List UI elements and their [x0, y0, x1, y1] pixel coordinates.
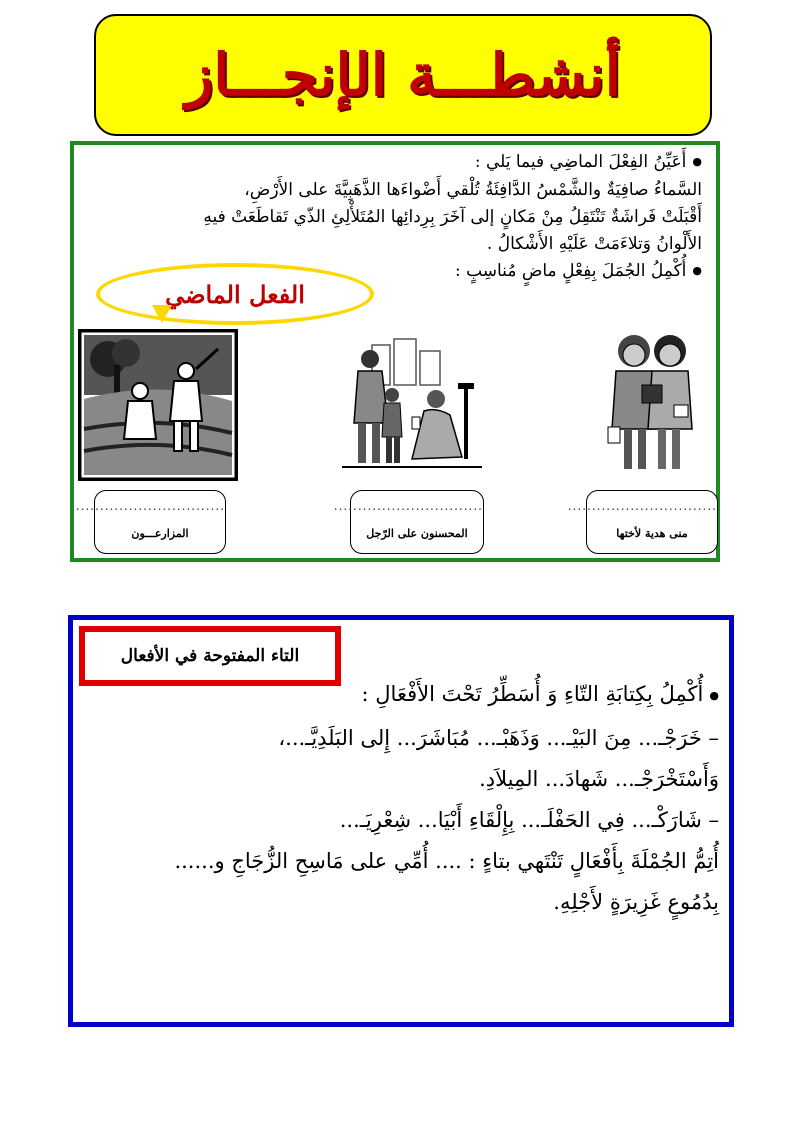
- passage-line: الأَلْوانُ وَتلاءَمَتْ عَلَيْهِ الأَشْكالُ .: [486, 234, 702, 254]
- speech-bubble: [96, 263, 374, 325]
- answer-label: منى هدية لأختها: [616, 527, 688, 540]
- past-verb-section: [70, 141, 720, 562]
- instruction-line: ● أَعَيِّنُ الفِعْلَ الماضِي فيما يَلي :: [62, 149, 702, 177]
- answer-dots: ...............................: [333, 499, 483, 513]
- answer-label: المزارعـــون: [131, 527, 189, 540]
- exercise-line: بِدُمُوعٍ غَزِيرَةٍ لأَجْلِهِ.: [553, 890, 719, 914]
- charity-picture: [332, 337, 492, 477]
- passage-line: السَّماءُ صافِيَةٌ والشَّمْسُ الدَّافِئَةُ تُلْقي أَضْواءَها الذَّهَبِيَّةَ على الأَرْضِ،: [244, 180, 702, 200]
- passage-line: أَقْبَلَتْ فَراشَةٌ تَنْتَقِلُ مِنْ مَكانٍ إلى آخَرَ بِرِدائِها المُتَلأْلِئِ الذّي تَقاطَعَتْ فيهِ: [203, 207, 702, 227]
- open-taa-section: [68, 615, 734, 1027]
- exercise-line: – خَرَجْـ... مِنَ البَيْـ... وَذَهَبْـ... مُبَاشَرَ... إِلى البَلَدِيَّـ...،: [278, 726, 719, 750]
- title-banner: [94, 14, 712, 136]
- instruction-line: ● أُكْمِلُ الجُمَلَ بِفِعْلٍ ماضٍ مُناسِبٍ :: [62, 258, 702, 286]
- answer-dots: ...............................: [75, 499, 225, 513]
- farmers-picture: [78, 329, 238, 481]
- gift-picture: [594, 329, 710, 479]
- open-taa-text: [79, 674, 719, 923]
- past-verb-text: [62, 149, 702, 286]
- exercise-line: أُتِمُّ الجُمْلَةَ بِأَفْعَالٍ تَنْتَهي بتاءٍ : .... أُمِّي على مَاسِحِ الزُّجَاجِ و......: [174, 849, 719, 873]
- answer-box-gift[interactable]: [567, 490, 718, 554]
- bubble-tail: [152, 305, 172, 323]
- section-title: التاء المفتوحة في الأفعال: [79, 626, 341, 686]
- answer-label: المحسنون على الرّجل: [366, 527, 468, 540]
- page-title: أنشطـــة الإنجـــاز: [185, 41, 621, 109]
- answer-box-farmers[interactable]: [75, 490, 226, 554]
- exercise-line: – شَارَكْـ... فِي الحَفْلَـ... بِإِلْقَاءِ أَبْيَا... شِعْرِيَـ...: [339, 808, 719, 832]
- answer-box-charity[interactable]: [333, 490, 484, 554]
- bubble-label: الفعل الماضي: [165, 279, 305, 309]
- exercise-line: وَأَسْتَخْرَجْـ... شَهادَ... المِيلاَدِ.: [479, 767, 719, 791]
- instruction-line: ● أُكْمِلُ بِكِتابَةِ التّاءِ وَ أُسَطِّرُ تَحْتَ الأَفْعَالِ :: [79, 674, 719, 718]
- answer-dots: ...............................: [567, 499, 717, 513]
